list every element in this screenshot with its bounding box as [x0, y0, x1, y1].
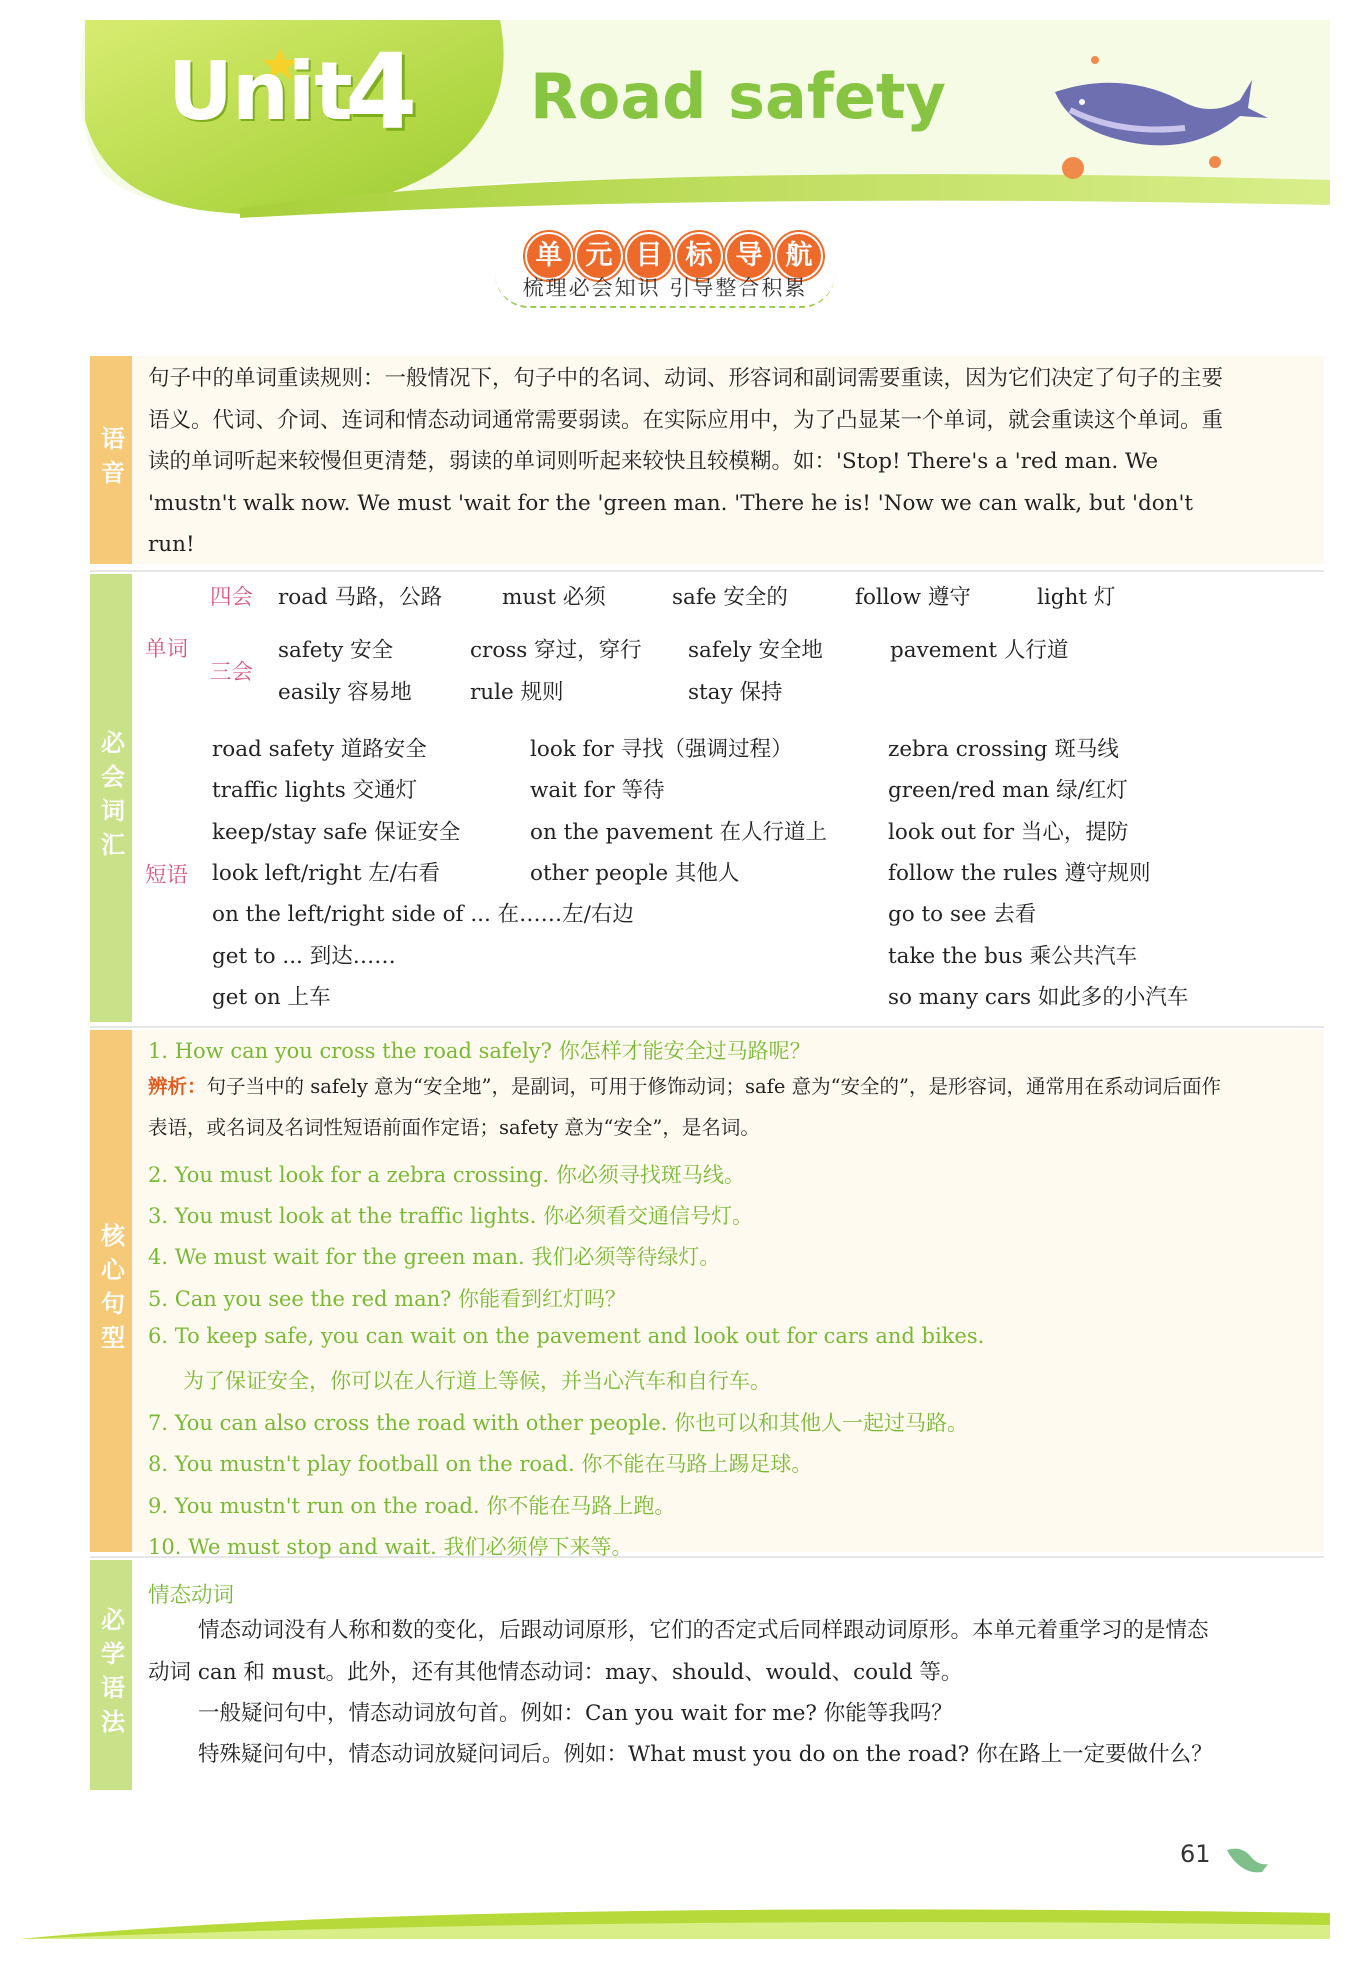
sentence-item: 3. You must look at the traffic lights. 你必须看交通信号灯。 — [148, 1204, 754, 1228]
label-words: 单词 — [145, 637, 189, 662]
phrase-item: look out for 当心，提防 — [888, 820, 1129, 845]
label-phrases: 短语 — [145, 863, 189, 888]
grammar-heading: 情态动词 — [148, 1583, 235, 1608]
unit-label: Unit — [168, 45, 352, 138]
fish-icon — [1222, 1840, 1272, 1880]
word-item: must 必须 — [502, 585, 606, 610]
unit-number: 4 — [345, 31, 418, 153]
phrase-item: look left/right 左/右看 — [212, 861, 441, 886]
word-item: cross 穿过，穿行 — [470, 638, 642, 663]
nav-subtitle: 梳理必会知识 引导整合积累 — [495, 274, 835, 308]
phrase-item: green/red man 绿/红灯 — [888, 778, 1128, 803]
tab-phonetics: 语音 — [90, 356, 132, 564]
phrase-item: traffic lights 交通灯 — [212, 778, 418, 803]
sentence-item: 8. You mustn't play football on the road. 你不能在马路上踢足球。 — [148, 1452, 813, 1476]
phrase-item: take the bus 乘公共汽车 — [888, 944, 1138, 969]
analysis-label: 辨析： — [148, 1075, 207, 1098]
phrase-item: on the pavement 在人行道上 — [530, 820, 828, 845]
sentence-item: 6. To keep safe, you can wait on the pavement and look out for cars and bikes. — [148, 1324, 985, 1348]
analysis-note — [148, 1066, 1228, 1148]
tab-sentences: 核心句型 — [90, 1030, 132, 1552]
word-item: pavement 人行道 — [890, 638, 1069, 663]
phrase-item: so many cars 如此多的小汽车 — [888, 985, 1189, 1010]
nav-char: 标 — [675, 232, 723, 280]
page-number: 61 — [1180, 1840, 1211, 1868]
analysis-text: 句子当中的 safely 意为“安全地”，是副词，可用于修饰动词；safe 意为“安全的”，是形容词，通常用在系动词后面作表语，或名词及名词性短语前面作定语；safety 意为“安全”，是名词。 — [148, 1075, 1222, 1139]
phrase-item: look for 寻找（强调过程） — [530, 737, 793, 762]
word-item: light 灯 — [1037, 585, 1116, 610]
sentence-item: 2. You must look for a zebra crossing. 你必须寻找斑马线。 — [148, 1163, 745, 1187]
sentence-item: 10. We must stop and wait. 我们必须停下来等。 — [148, 1535, 633, 1559]
word-item: safely 安全地 — [688, 638, 823, 663]
nav-char: 航 — [775, 232, 823, 280]
word-item: stay 保持 — [688, 680, 783, 705]
word-item: follow 遵守 — [855, 585, 971, 610]
word-item: rule 规则 — [470, 680, 564, 705]
tab-grammar: 必学语法 — [90, 1560, 132, 1790]
phrase-item: road safety 道路安全 — [212, 737, 427, 762]
phrase-item: wait for 等待 — [530, 778, 665, 803]
unit-title: Road safety — [530, 60, 946, 133]
phrase-item: zebra crossing 斑马线 — [888, 737, 1119, 762]
phrase-item: keep/stay safe 保证安全 — [212, 820, 461, 845]
sentence-item: 7. You can also cross the road with other people. 你也可以和其他人一起过马路。 — [148, 1411, 968, 1435]
sentence-item: 为了保证安全，你可以在人行道上等候，并当心汽车和自行车。 — [183, 1369, 771, 1393]
word-item: safe 安全的 — [672, 585, 788, 610]
nav-char: 单 — [525, 232, 573, 280]
phrase-item: get to ... 到达…… — [212, 944, 396, 969]
nav-char: 目 — [625, 232, 673, 280]
sentence-item: 9. You mustn't run on the road. 你不能在马路上跑。 — [148, 1494, 676, 1518]
section-nav-title — [525, 232, 823, 278]
word-item: safety 安全 — [278, 638, 394, 663]
phonetics-text: 句子中的单词重读规则：一般情况下，句子中的名词、动词、形容词和副词需要重读，因为它们决定了句子的主要语义。代词、介词、连词和情态动词通常需要弱读。在实际应用中，为了凸显某一个单词，就会重读这个单词。重读的单词听起来较慢但更清楚，弱读的单词则听起来较快且较模糊。如：'Stop! There's a 'red man. We 'mustn't walk now. We must 'wait for the 'green man. 'There he is! 'Now we can walk, but 'don't run! — [148, 366, 1224, 557]
sentence-item: 4. We must wait for the green man. 我们必须等待绿灯。 — [148, 1245, 721, 1269]
label-three-skills: 三会 — [210, 660, 254, 685]
phrase-item: other people 其他人 — [530, 861, 740, 886]
footer-wave — [20, 1905, 1330, 1939]
phrase-item: follow the rules 遵守规则 — [888, 861, 1151, 886]
phrase-item: on the left/right side of ... 在……左/右边 — [212, 902, 634, 927]
grammar-paragraph: 一般疑问句中，情态动词放句首。例如：Can you wait for me? 你能等我吗？ — [198, 1701, 953, 1726]
sentence-item: 5. Can you see the red man? 你能看到红灯吗？ — [148, 1287, 627, 1311]
phrase-item: get on 上车 — [212, 985, 331, 1010]
word-item: road 马路，公路 — [278, 585, 443, 610]
sentence-item: 1. How can you cross the road safely? 你怎样才能安全过马路呢？ — [148, 1039, 811, 1063]
grammar-paragraph: 情态动词没有人称和数的变化，后跟动词原形，它们的否定式后同样跟动词原形。本单元着重学习的是情态动词 can 和 must。此外，还有其他情态动词：may、should、would、could 等。 — [148, 1618, 1209, 1685]
label-four-skills: 四会 — [210, 585, 254, 610]
grammar-paragraph: 特殊疑问句中，情态动词放疑问词后。例如：What must you do on the road? 你在路上一定要做什么？ — [198, 1742, 1213, 1767]
word-item: easily 容易地 — [278, 680, 412, 705]
phrase-item: go to see 去看 — [888, 902, 1037, 927]
nav-char: 导 — [725, 232, 773, 280]
tab-vocab: 必会词汇 — [90, 574, 132, 1022]
nav-char: 元 — [575, 232, 623, 280]
